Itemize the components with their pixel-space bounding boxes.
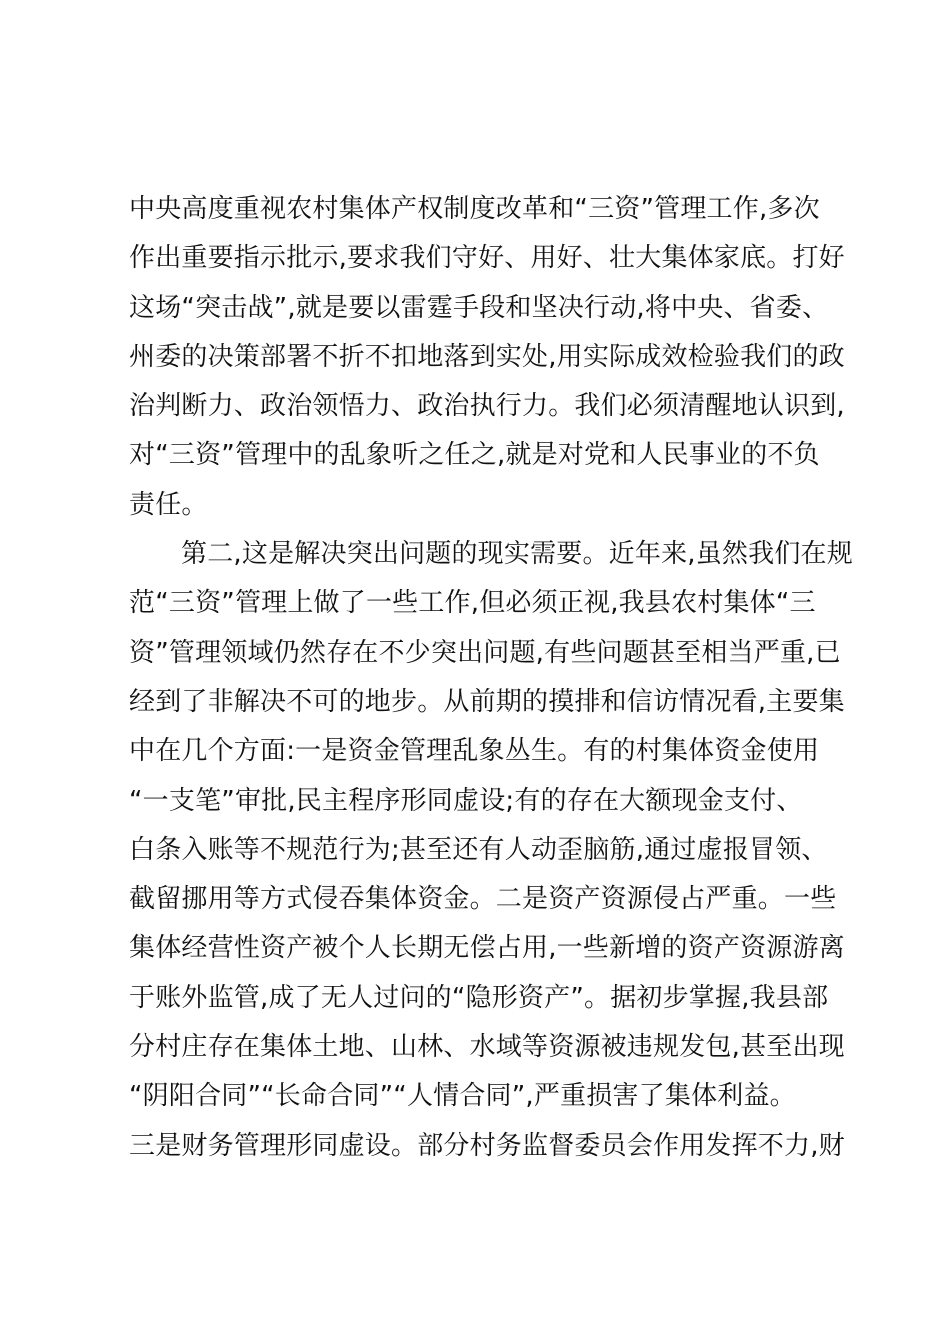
body-text xyxy=(129,185,853,1171)
text-line: 州委的决策部署不折不扣地落到实处,用实际成效检验我们的政 xyxy=(129,341,845,372)
text-line: 这场“突击战”,就是要以雷霆手段和坚决行动,将中央、省委、 xyxy=(129,292,829,323)
text-line: 作出重要指示批示,要求我们守好、用好、壮大集体家底。打好 xyxy=(129,243,845,274)
text-line: 资”管理领域仍然存在不少突出问题,有些问题甚至相当严重,已 xyxy=(129,637,841,668)
text-line: 截留挪用等方式侵吞集体资金。二是资产资源侵占严重。一些 xyxy=(129,884,837,915)
paragraph-start-line: 第二,这是解决突出问题的现实需要。近年来,虽然我们在规 xyxy=(181,539,853,570)
text-line: 中央高度重视农村集体产权制度改革和“三资”管理工作,多次 xyxy=(129,194,820,224)
text-line: 于账外监管,成了无人过问的“隐形资产”。据初步掌握,我县部 xyxy=(129,982,829,1013)
text-line: 集体经营性资产被个人长期无偿占用,一些新增的资产资源游离 xyxy=(129,933,845,964)
text-line: 治判断力、政治领悟力、政治执行力。我们必须清醒地认识到, xyxy=(129,391,845,422)
text-line: 经到了非解决不可的地步。从前期的摸排和信访情况看,主要集 xyxy=(129,686,845,717)
text-line: 白条入账等不规范行为;甚至还有人动歪脑筋,通过虚报冒领、 xyxy=(129,834,828,865)
text-line: “一支笔”审批,民主程序形同虚设;有的存在大额现金支付、 xyxy=(129,785,803,816)
text-line: 中在几个方面:一是资金管理乱象丛生。有的村集体资金使用 xyxy=(129,736,820,767)
text-line: “阴阳合同”“长命合同”“人情合同”,严重损害了集体利益。 xyxy=(129,1081,796,1112)
text-line: 三是财务管理形同虚设。部分村务监督委员会作用发挥不力,财 xyxy=(129,1130,845,1161)
text-line: 分村庄存在集体土地、山林、水域等资源被违规发包,甚至出现 xyxy=(129,1032,845,1063)
text-line: 对“三资”管理中的乱象听之任之,就是对党和人民事业的不负 xyxy=(129,440,820,471)
text-line: 范“三资”管理上做了一些工作,但必须正视,我县农村集体“三 xyxy=(129,588,816,619)
text-line: 责任。 xyxy=(129,489,208,520)
